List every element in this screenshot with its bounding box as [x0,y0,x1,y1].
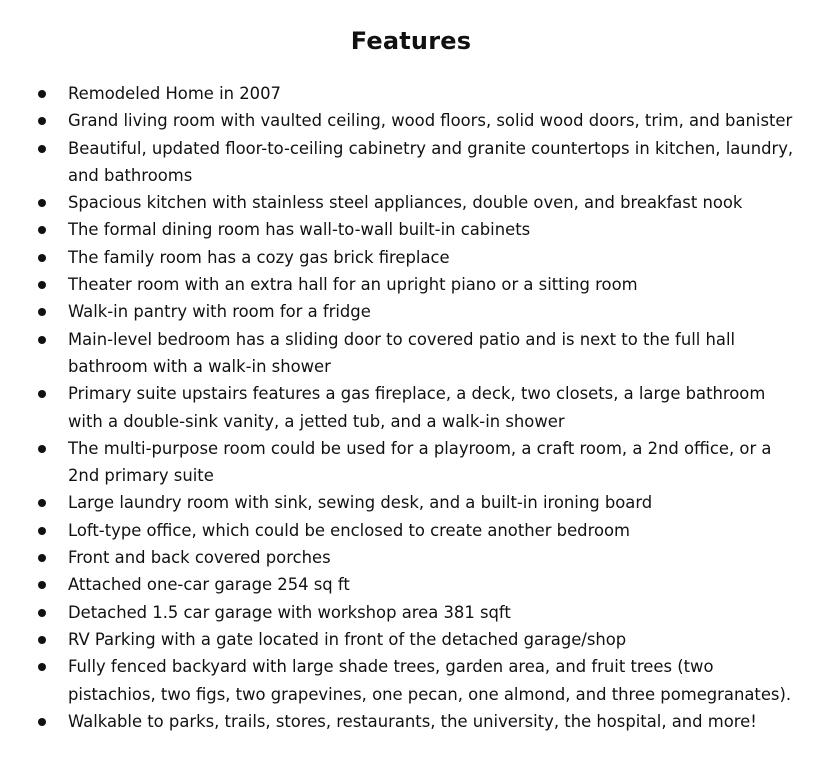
list-item-text: Loft-type office, which could be enclosed to create another bedroom [68,520,630,540]
bullet-icon [38,663,46,671]
list-item-text: The formal dining room has wall-to-wall built-in cabinets [68,220,531,240]
list-item [0,544,822,571]
bullet-icon [38,254,46,262]
list-item [0,271,822,298]
bullet-icon [38,90,46,98]
list-item-text: Fully fenced backyard with large shade trees, garden area, and fruit trees (two pistachios, two figs, two grapevines, one pecan, one almond, and three pomegranates). [68,657,792,704]
list-item [0,653,822,708]
list-item-text: Theater room with an extra hall for an upright piano or a sitting room [68,275,638,295]
list-item-text: RV Parking with a gate located in front of the detached garage/shop [68,629,627,649]
bullet-icon [38,336,46,344]
list-item-text: Beautiful, updated floor-to-ceiling cabinetry and granite countertops in kitchen, laundry, and bathrooms [68,138,794,185]
list-item-text: Grand living room with vaulted ceiling, wood floors, solid wood doors, trim, and banister [68,111,793,131]
bullet-icon [38,145,46,153]
list-item-text: Front and back covered porches [68,548,331,568]
bullet-icon [38,554,46,562]
list-item [0,80,822,107]
bullet-icon [38,636,46,644]
list-item [0,571,822,598]
bullet-icon [38,117,46,125]
bullet-icon [38,581,46,589]
list-item [0,517,822,544]
list-item [0,708,822,735]
list-item [0,489,822,516]
list-item-text: Main-level bedroom has a sliding door to covered patio and is next to the full hall bathroom with a walk-in shower [68,329,736,376]
list-item [0,435,822,490]
list-item-text: Large laundry room with sink, sewing desk, and a built-in ironing board [68,493,653,513]
bullet-icon [38,199,46,207]
features-list [0,80,822,735]
list-item-text: The multi-purpose room could be used for a playroom, a craft room, a 2nd office, or a 2nd primary suite [68,438,772,486]
bullet-icon [38,226,46,234]
list-item-text: Remodeled Home in 2007 [68,84,281,103]
bullet-icon [38,308,46,316]
list-item-text: Spacious kitchen with stainless steel appliances, double oven, and breakfast nook [68,193,743,213]
list-item-text: Detached 1.5 car garage with workshop area 381 sqft [68,602,511,622]
list-item [0,216,822,243]
bullet-icon [38,281,46,289]
bullet-icon [38,445,46,453]
page-title: Features [350,27,472,55]
list-item [0,189,822,216]
list-item [0,380,822,435]
list-item-text: Walkable to parks, trails, stores, restaurants, the university, the hospital, and more! [68,711,757,731]
list-item [0,599,822,626]
list-item [0,626,822,653]
bullet-icon [38,390,46,398]
bullet-icon [38,527,46,535]
bullet-icon [38,609,46,617]
list-item-text: Walk-in pantry with room for a fridge [68,302,371,322]
list-item [0,107,822,134]
list-item-text: Attached one-car garage 254 sq ft [68,575,350,595]
list-item-text: Primary suite upstairs features a gas fireplace, a deck, two closets, a large bathroom with a double-sink vanity, a jetted tub, and a walk-in shower [68,384,766,431]
bullet-icon [38,718,46,726]
list-item [0,298,822,325]
list-item-text: The family room has a cozy gas brick fireplace [68,247,450,267]
list-item [0,326,822,381]
list-item [0,135,822,190]
bullet-icon [38,499,46,507]
list-item [0,244,822,271]
